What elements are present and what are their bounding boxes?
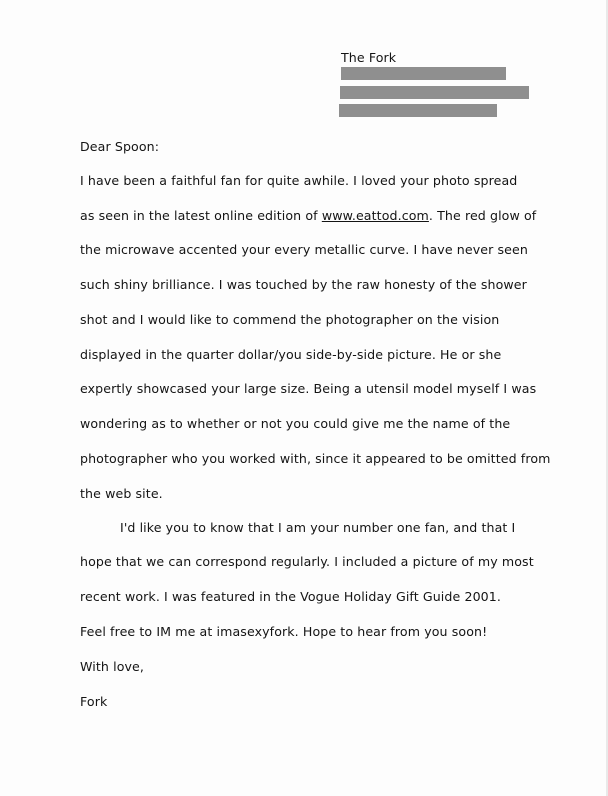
website-link[interactable]: www.eattod.com [321, 208, 429, 223]
body-line: such shiny brilliance. I was touched by the raw honesty of the shower [80, 277, 527, 292]
closing: With love, [80, 659, 145, 674]
body-line: expertly showcased your large size. Being a utensil model myself I was [80, 381, 537, 396]
body-line-text: . The red glow of [428, 208, 537, 223]
redacted-address-line-3 [339, 104, 497, 117]
body-line: the microwave accented your every metallic curve. I have never seen [80, 242, 528, 257]
body-line: Feel free to IM me at imasexyfork. Hope to hear from you soon! [80, 624, 488, 639]
body-line: photographer who you worked with, since it appeared to be omitted from [80, 451, 551, 466]
body-line: hope that we can correspond regularly. I included a picture of my most [80, 554, 534, 569]
sender-name: The Fork [341, 50, 397, 65]
body-line: I'd like you to know that I am your number one fan, and that I [120, 520, 516, 535]
body-line-text: as seen in the latest online edition of [80, 208, 322, 223]
redacted-address-line-1 [341, 67, 506, 80]
body-line: recent work. I was featured in the Vogue Holiday Gift Guide 2001. [80, 589, 502, 604]
greeting: Dear Spoon: [80, 139, 160, 154]
body-line-with-link [80, 208, 536, 223]
body-line: the web site. [80, 486, 163, 501]
body-line: I have been a faithful fan for quite awhile. I loved your photo spread [80, 173, 518, 188]
body-line: shot and I would like to commend the photographer on the vision [80, 312, 500, 327]
body-line: wondering as to whether or not you could give me the name of the [80, 416, 511, 431]
redacted-address-line-2 [340, 86, 529, 99]
signature: Fork [80, 694, 108, 709]
body-line: displayed in the quarter dollar/you side-by-side picture. He or she [80, 347, 502, 362]
